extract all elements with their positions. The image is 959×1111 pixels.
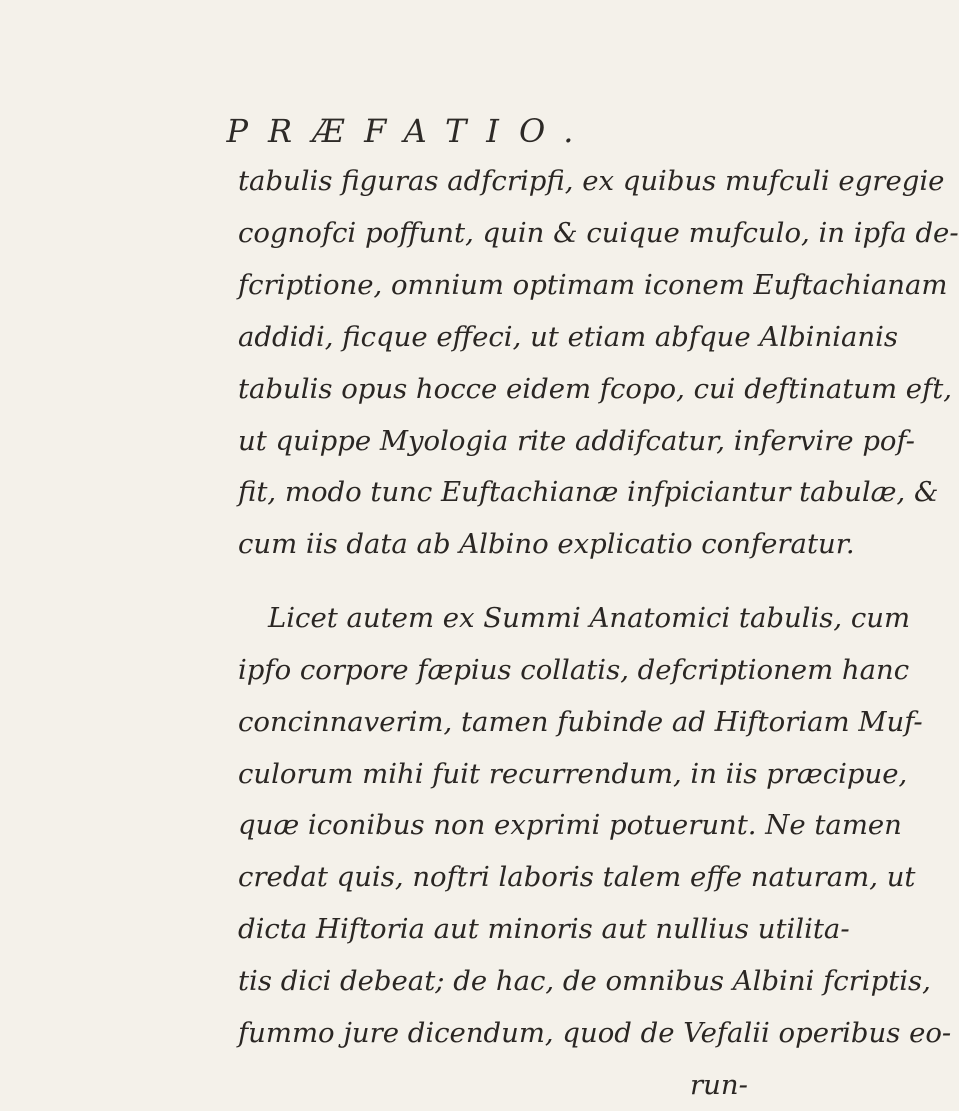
text-line: ut quippe Myologia rite addifcatur, infervire pof- (238, 424, 915, 457)
text-line: addidi, ficque effeci, ut etiam abfque Albinianis (238, 320, 898, 353)
catchword: run- (690, 1069, 748, 1101)
text-line: tabulis figuras adfcripfi, ex quibus mufculi egregie (238, 165, 945, 197)
text-line: concinnaverim, tamen fubinde ad Hiftoriam Muf- (238, 705, 923, 738)
text-line: Licet autem ex Summi Anatomici tabulis, cum (268, 601, 911, 634)
text-line: culorum mihi fuit recurrendum, in iis præcipue, (238, 757, 908, 790)
text-line: ipfo corpore fæpius collatis, defcriptionem hanc (238, 653, 910, 686)
running-title: PRÆFATIO. (226, 112, 594, 150)
text-line: tabulis opus hocce eidem fcopo, cui deftinatum eft, (238, 372, 953, 405)
text-line: fit, modo tunc Euftachianæ infpiciantur tabulæ, & (238, 476, 939, 509)
text-line: fummo jure dicendum, quod de Vefalii operibus eo- (238, 1017, 952, 1050)
text-line: dicta Hiftoria aut minoris aut nullius utilita- (238, 913, 850, 946)
text-line: cum iis data ab Albino explicatio conferatur. (238, 528, 855, 561)
text-line: fcriptione, omnium optimam iconem Euftachianam (238, 268, 948, 301)
text-line: quæ iconibus non exprimi potuerunt. Ne tamen (238, 809, 902, 842)
text-line: cognofci poffunt, quin & cuique mufculo, in ipfa de- (238, 216, 959, 249)
text-line: credat quis, noftri laboris talem effe naturam, ut (238, 861, 916, 894)
text-line: tis dici debeat; de hac, de omnibus Albini fcriptis, (238, 965, 931, 998)
